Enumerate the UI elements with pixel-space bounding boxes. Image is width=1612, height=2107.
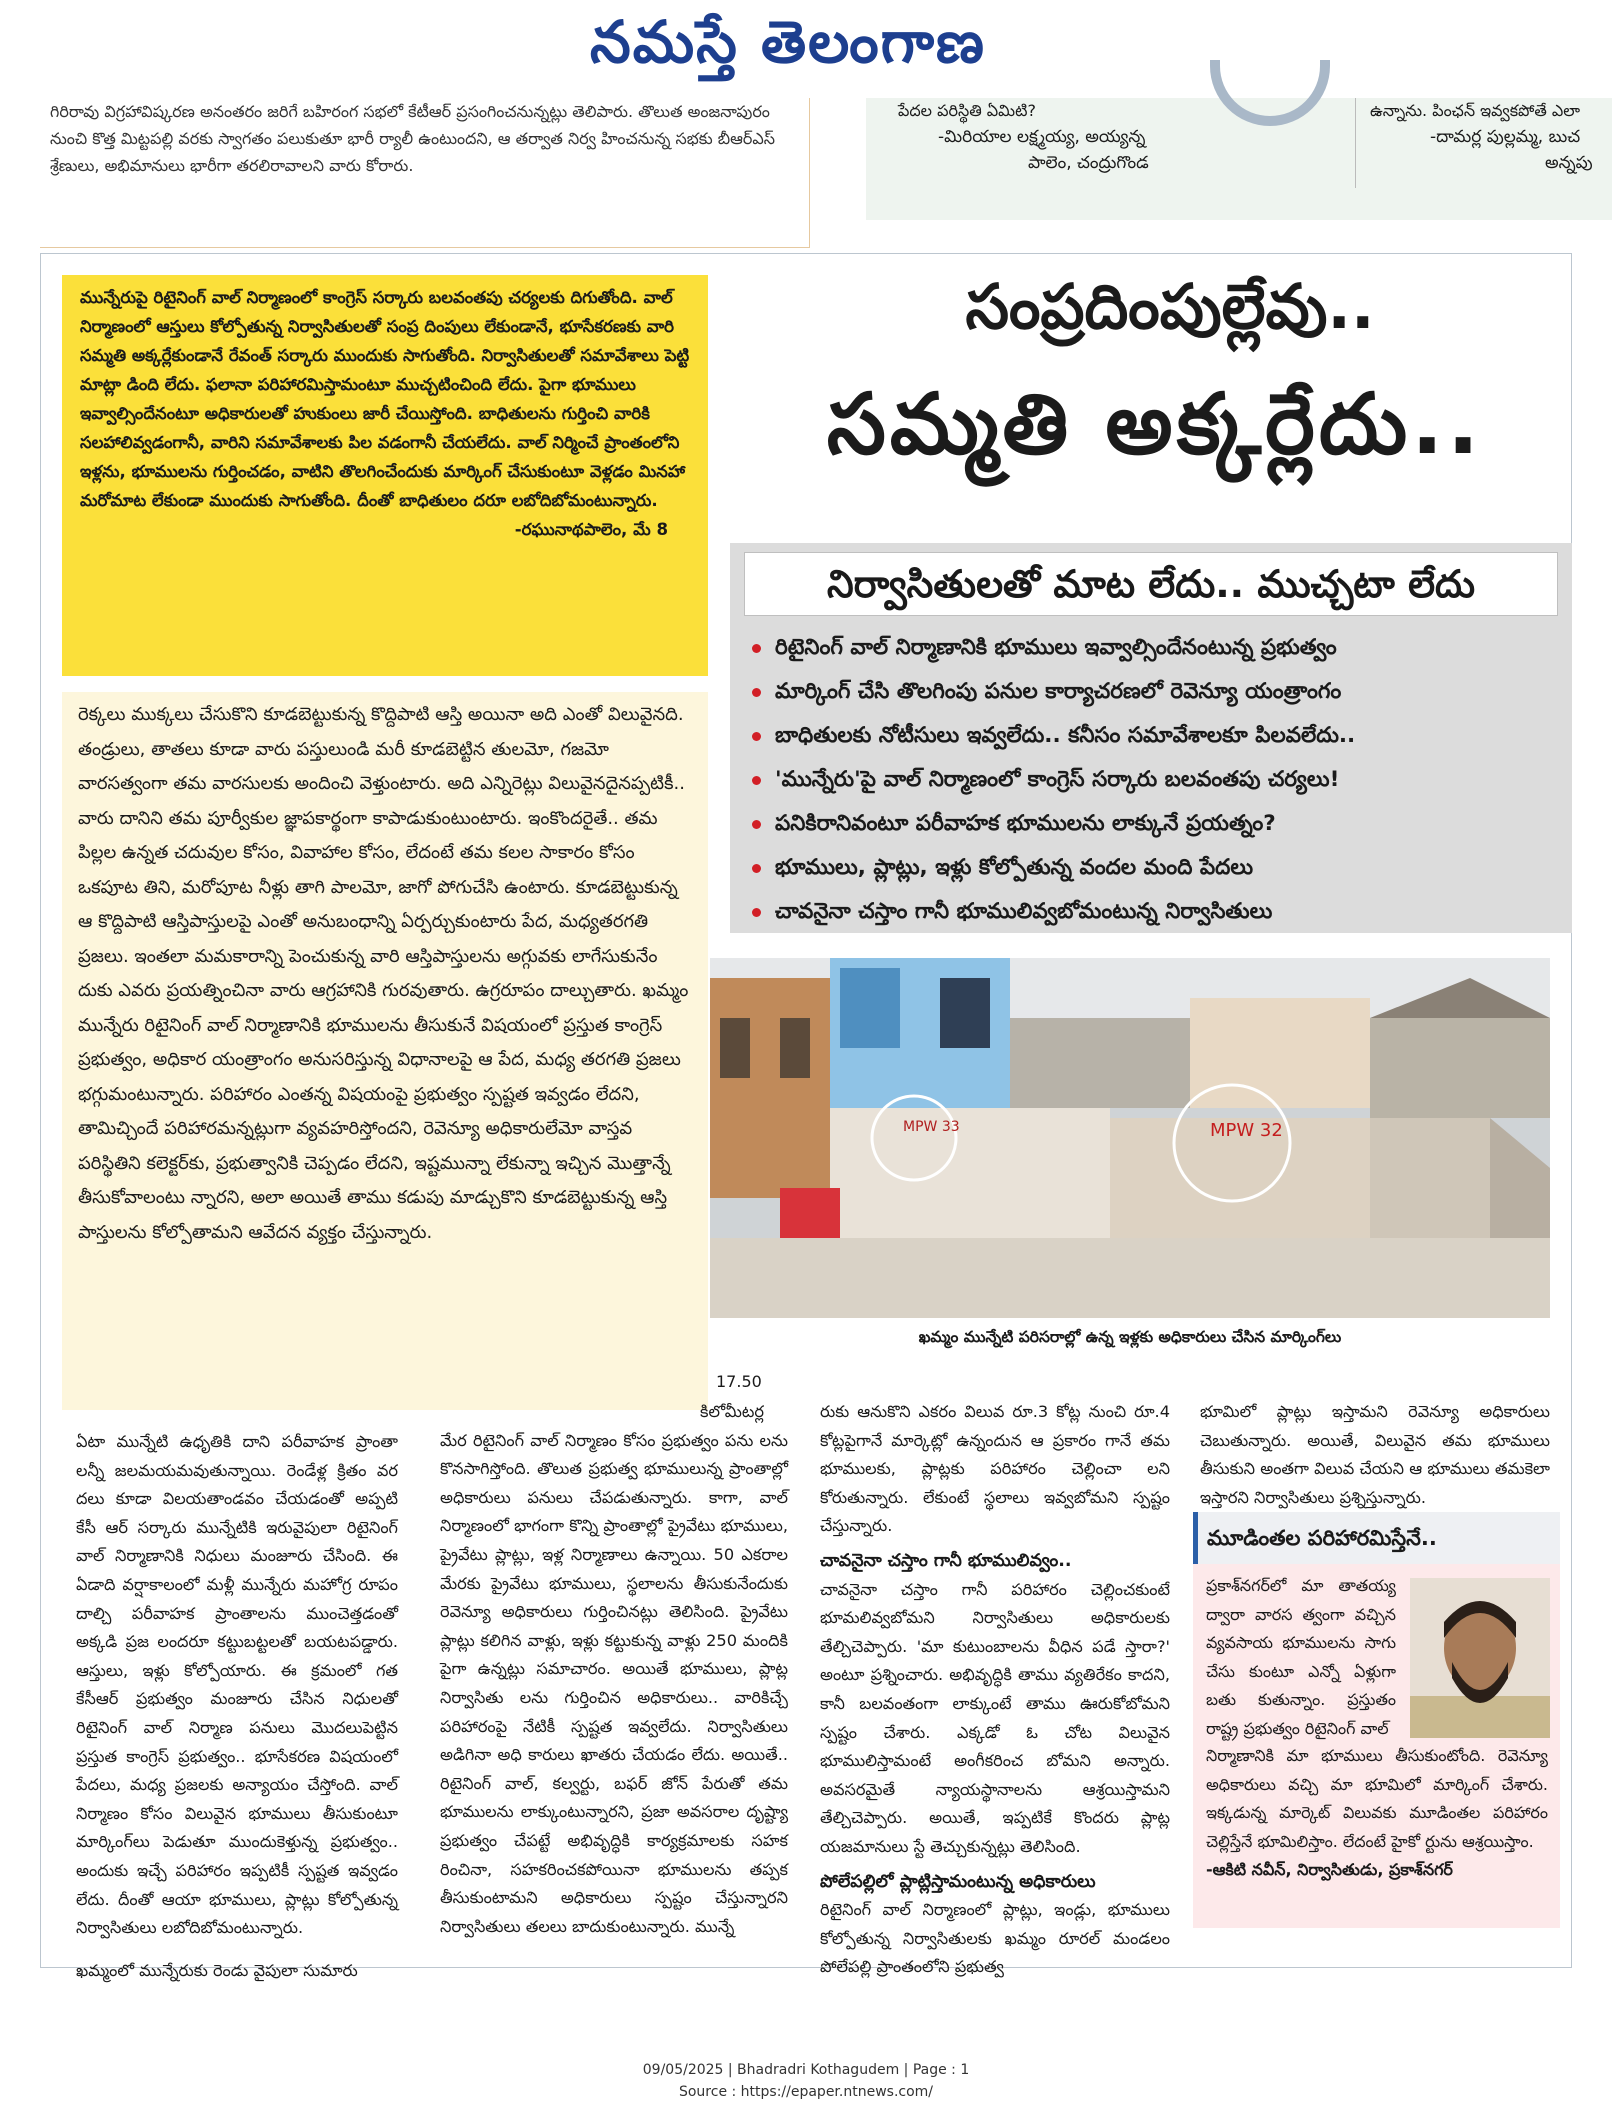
intro-box <box>62 692 708 1410</box>
top-quote-line: పేదల పరిస్థితి ఏమిటి? <box>898 101 1036 120</box>
col3-subheading-1: చావనైనా చస్తాం గానీ భూములివ్వం.. <box>820 1550 1072 1571</box>
col3-text-a: రుకు ఆనుకొని ఎకరం విలువ రూ.3 కోట్ల నుంచి రూ.4 కోట్లపైగానే మార్కెట్లో ఉన్నందున ఆ ప్రకారం గానే తమ భూములకు, ప్లాట్లకు పరిహారం చెల్లించా లని కోరుతున్నారు. లేకుంటే స్థలాలు ఇవ్వబోమని స్పష్టం చేస్తున్నారు. <box>820 1402 1170 1536</box>
avatar <box>1410 1578 1550 1738</box>
col4-text: భూమిలో ప్లాట్లు ఇస్తామని రెవెన్యూ అధికారులు చెబుతున్నారు. అయితే, విలువైన తమ భూములు తీసుకుని అంతగా విలువ చేయని ఆ భూములు తమకెలా ఇస్తారని నిర్వాసితులు ప్రశ్నిస్తున్నారు. <box>1200 1402 1550 1507</box>
summary-box <box>62 275 708 676</box>
body-column-4 <box>1200 1398 1550 1512</box>
headline-1: సంప్రదింపుల్లేవు.. <box>965 270 1375 343</box>
bullet-item: రిటైనింగ్ వాల్ నిర్మాణానికి భూములు ఇవ్వాల్సిందేనంటున్న ప్రభుత్వం <box>752 626 1552 670</box>
marking-left-label: MPW 33 <box>903 1119 960 1135</box>
body-column-2 <box>440 1398 788 1941</box>
bullet-dot-icon <box>752 864 761 873</box>
news-photo <box>710 958 1550 1318</box>
sidebar-text: నిర్మాణానికి మా భూములు తీసుకుంటోంది. రెవెన్యూ అధికారులు వచ్చి మా భూమిలో మార్కింగ్ చేశారు. ఇక్కడున్న మార్కెట్ విలువకు మూడింతల పరిహారం చెల్లిస్తేనే భూమిలిస్తాం. లేదంటే హైకో ర్టును ఆశ్రయిస్తాం. <box>1206 1746 1548 1851</box>
body-column-3 <box>820 1398 1170 1982</box>
top-right-credit-2: అన్నపు <box>1545 153 1593 173</box>
col3-text-b: చావనైనా చస్తాం గానీ పరిహారం చెల్లించకుంటే భూమలివ్వబోమని నిర్వాసితులు అధికారులకు తేల్చిచెప్పారు. 'మా కుటుంబాలను వీధిన పడే స్తారా?' అంటూ ప్రశ్నించారు. అభివృద్ధికి తాము వ్యతిరేకం కాదని, కానీ బలవంతంగా లాక్కుంటే తాము ఊరుకోబోమని స్పష్టం చేశారు. ఎక్కడో ఓ చోట విలువైన భూములిస్తామంటే అంగీకరించ బోమని అన్నారు. అవసరమైతే న్యాయస్థానాలను ఆశ్రయిస్తామని తేల్చిచెప్పారు. అయితే, ఇప్పటికే కొందరు ప్లాట్ల యజమానులు స్టే తెచ్చుకున్నట్లు తెలిసింది. <box>820 1579 1170 1856</box>
sidebar-title: మూడింతల పరిహారమిస్తేనే.. <box>1193 1512 1560 1564</box>
bullet-item: భూములు, ప్లాట్లు, ఇళ్లు కోల్పోతున్న వందల మంది పేదలు <box>752 846 1552 890</box>
col2-first: కిలోమీటర్ల <box>700 1402 764 1421</box>
bullet-dot-icon <box>752 644 761 653</box>
bullet-item: చావనైనా చస్తాం గానీ భూములివ్వబోమంటున్న నిర్వాసితులు <box>752 890 1552 934</box>
sidebar-text-full <box>1206 1742 1548 1885</box>
top-left-article: గిరిరావు విగ్రహావిష్కరణ అనంతరం జరిగే బహిరంగ సభలో కేటీఆర్ ప్రసంగించనున్నట్లు తెలిపారు. తొలుత అంజనాపురం నుంచి కొత్త మిట్టపల్లి వరకు స్వాగతం పలుకుతూ భారీ ర్యాలీ ఉంటుందని, ఆ తర్వాత నిర్వ హించనున్న సభకు బీఆర్ఎస్ శ్రేణులు, అభిమానులు భారీగా తరలిరావాలని వారు కోరారు. <box>40 98 810 248</box>
col3-text-c: రిటైనింగ్ వాల్ నిర్మాణంలో ప్లాట్లు, ఇండ్లు, భూములు కోల్పోతున్న నిర్వాసితులకు ఖమ్మం రూరల్ మండలం పోలేపల్లి ప్రాంతంలోని ప్రభుత్వ <box>820 1900 1170 1977</box>
sidebar-text-narrow: ప్రకాశ్‌నగర్‌లో మా తాతయ్య ద్వారా వారస త్వంగా వచ్చిన వ్యవసాయ భూములను సాగు చేసు కుంటూ ఎన్నో ఏళ్లుగా బతు కుతున్నాం. ప్రస్తుతం రాష్ట్ర ప్రభుత్వం రిటైనింగ్ వాల్ <box>1206 1576 1396 1738</box>
top-quote-credit-2: పాలెం, చంద్రుగొండ <box>1028 153 1149 173</box>
photo-caption: ఖమ్మం మున్నేటి పరిసరాల్లో ఉన్న ఇళ్లకు అధికారులు చేసిన మార్కింగ్‌లు <box>918 1328 1342 1346</box>
bullet-item: మార్కింగ్ చేసి తొలగింపు పనుల కార్యాచరణలో రెవెన్యూ యంత్రాంగం <box>752 670 1552 714</box>
col3-subheading-2: పోలేపల్లిలో ప్లాట్లిస్తామంటున్న అధికారులు <box>820 1871 1096 1892</box>
bullet-item: 'మున్నేరు'పై వాల్ నిర్మాణంలో కాంగ్రెస్ సర్కారు బలవంతపు చర్యలు! <box>752 758 1552 802</box>
col1-text: ఏటా మున్నేటి ఉధృతికి దాని పరీవాహక ప్రాంతా లన్నీ జలమయమవుతున్నాయి. రెండేళ్ల క్రితం వర దలు కూడా విలయతాండవం చేయడంతో అప్పటి కేసీ ఆర్ సర్కారు మున్నేటికి ఇరువైపులా రిటైనింగ్ వాల్ నిర్మాణానికి నిధులు మంజూరు చేసింది. ఈ ఏడాది వర్షాకాలంలో మళ్లీ మున్నేరు మహోగ్ర రూపం దాల్చి పరీవాహక ప్రాంతాలను ముంచెత్తడంతో అక్కడి ప్రజ లందరూ కట్టుబట్టలతో బయటపడ్డారు. ఆస్తులు, ఇళ్లు కోల్పోయారు. ఈ క్రమంలో గత కేసీఆర్ ప్రభుత్వం మంజూరు చేసిన నిధులతో రిటైనింగ్ వాల్ నిర్మాణ పనులు మొదలుపెట్టిన ప్రస్తుత కాంగ్రెస్ ప్రభుత్వం.. భూసేకరణ విషయంలో పేదలు, మధ్య ప్రజలకు అన్యాయం చేస్తోంది. వాల్ నిర్మాణం కోసం విలువైన భూములు తీసుకుంటూ మార్కింగ్‌లు పెడుతూ ముందుకెళ్తున్న ప్రభుత్వం.. అందుకు ఇచ్చే పరిహారం ఇప్పటికీ స్పష్టత ఇవ్వడం లేదు. దీంతో ఆయా భూములు, ప్లాట్లు కోల్పోతున్న నిర్వాసితులు లబోదిబోమంటున్నారు. <box>76 1432 398 1938</box>
top-quote-credit-1: -మిరియాల లక్ష్మయ్య, అయ్యన్న <box>938 127 1146 147</box>
bullet-dot-icon <box>752 732 761 741</box>
sidebar-credit: -ఆకిటి నవీన్, నిర్వాసితుడు, ప్రకాశ్‌నగర్ <box>1206 1860 1453 1880</box>
top-right-credit-1: -దామర్ల పుల్లమ్మ, బుచ <box>1430 127 1581 147</box>
body-column-1 <box>76 1428 398 1985</box>
subheadline: నిర్వాసితులతో మాట లేదు.. ముచ్చటా లేదు <box>744 552 1558 616</box>
bullet-dot-icon <box>752 908 761 917</box>
summary-dateline: -రఘునాథపాలెం, మే 8 <box>514 520 668 539</box>
houses-marking-photo <box>710 958 1550 1318</box>
col2-text: మేర రిటైనింగ్ వాల్ నిర్మాణం కోసం ప్రభుత్వం పను లను కొనసాగిస్తోంది. తొలుత ప్రభుత్వ భూములున్న ప్రాంతాల్లో అధికారులు పనులు చేపడుతున్నారు. కాగా, వాల్ నిర్మాణంలో భాగంగా కొన్ని ప్రాంతాల్లో ప్రైవేటు భూములు, ప్రైవేటు ప్లాట్లు, ఇళ్ల నిర్మాణాలు ఉన్నాయి. 50 ఎకరాల మేరకు ప్రైవేటు భూములు, స్థలాలను తీసుకునేందుకు రెవెన్యూ అధికారులు గుర్తించినట్లు తెలిసింది. ప్రైవేటు ప్లాట్లు కలిగిన వాళ్లు, ఇళ్లు కట్టుకున్న వాళ్లు 250 మందికి పైగా ఉన్నట్లు సమాచారం. అయితే భూములు, ప్లాట్ల నిర్వాసితు లను గుర్తించిన అధికారులు.. వారికిచ్చే పరిహారంపై నేటికీ స్పష్టత ఇవ్వలేదు. నిర్వాసితులు అడిగినా అధి కారులు ఖాతరు చేయడం లేదు. అయితే.. రిటైనింగ్ వాల్, కల్వర్టు, బఫర్ జోన్ పేరుతో తమ భూములను లాక్కుంటున్నారని, ప్రజా అవసరాల దృష్ట్యా ప్రభుత్వం చేపట్టే అభివృద్ధికి కార్యక్రమాలకు సహక రించినా, సహకరించకపోయినా భూములను తప్పక తీసుకుంటామని అధికారులు స్పష్టం చేస్తున్నారని నిర్వాసితులు తలలు బాదుకుంటున్నారు. మున్నే <box>440 1430 788 1936</box>
col1-end: ఖమ్మంలో మున్నేరుకు రెండు వైపులా సుమారు <box>76 1960 358 1980</box>
intro-text: రెక్కలు ముక్కలు చేసుకొని కూడబెట్టుకున్న కొద్దిపాటి ఆస్తి అయినా అది ఎంతో విలువైనది. తండ్రులు, తాతలు కూడా వారు పస్తులుండి మరీ కూడబెట్టిన తులమో, గజమో వారసత్వంగా తమ వారసులకు అందించి వెళ్తుంటారు. అది ఎన్నిరెట్లు విలువైనదైనప్పటికీ.. వారు దానిని తమ పూర్వీకుల జ్ఞాపకార్థంగా కాపాడుకుంటుంటారు. ఇంకొందరైతే.. తమ పిల్లల ఉన్నత చదువుల కోసం, వివాహాల కోసం, లేదంటే తమ కలల సాకారం కోసం ఒకపూట తిని, మరోపూట నీళ్లు తాగి పాలమో, జాగో పోగుచేసి ఉంటారు. కూడబెట్టుకున్న ఆ కొద్దిపాటి ఆస్తిపాస్తులపై ఎంతో అనుబంధాన్ని ఏర్పర్చుకుంటారు పేద, మధ్యతరగతి ప్రజలు. ఇంతలా మమకారాన్ని పెంచుకున్న వారి ఆస్తిపాస్తులను అగ్గువకు లాగేసుకునేం దుకు ఎవరు ప్రయత్నించినా వారు ఆగ్రహానికి గురవుతారు. ఉగ్రరూపం దాల్చుతారు. ఖమ్మం మున్నేరు రిటైనింగ్ వాల్ నిర్మాణానికి భూములను తీసుకునే విషయంలో ప్రస్తుత కాంగ్రెస్ ప్రభుత్వం, అధికార యంత్రాంగం అనుసరిస్తున్న విధానాలపై ఆ పేద, మధ్య తరగతి ప్రజలు భగ్గుమంటున్నారు. పరిహారం ఎంతన్న విషయంపై ప్రభుత్వం స్పష్టత ఇవ్వడం లేదని, తామిచ్చిందే పరిహారమన్నట్లుగా వ్యవహరిస్తోందని, రెవెన్యూ అధికారులేమో వాస్తవ పరిస్థితిని కలెక్టర్‌కు, ప్రభుత్వానికి చెప్పడం లేదని, ఇష్టమున్నా లేకున్నా ఇచ్చిన మొత్తాన్నే తీసుకోవాలంటు న్నారని, అలా అయితే తాము కడుపు మాడ్చుకొని కూడబెట్టుకున్న ఆస్తి పాస్తులను కోల్పోతామని ఆవేదన వ్యక్తం చేస్తున్నారు. <box>78 704 689 1243</box>
bullet-dot-icon <box>752 776 761 785</box>
marking-right-label: MPW 32 <box>1210 1120 1283 1141</box>
bullet-dot-icon <box>752 820 761 829</box>
bullet-item: బాధితులకు నోటీసులు ఇవ్వలేదు.. కనీసం సమావేశాలకూ పిలవలేదు.. <box>752 714 1552 758</box>
headline-2: సమ్మతి అక్కర్లేదు.. <box>826 375 1484 473</box>
top-right-quote <box>1370 98 1593 176</box>
highlights-list <box>752 626 1552 934</box>
top-right-line: ఉన్నాను. పింఛన్ ఇవ్వకపోతే ఎలా <box>1370 101 1581 120</box>
summary-text: మున్నేరుపై రిటైనింగ్ వాల్ నిర్మాణంలో కాంగ్రెస్ సర్కారు బలవంతపు చర్యలకు దిగుతోంది. వాల్ నిర్మాణంలో ఆస్తులు కోల్పోతున్న నిర్వాసితులతో సంప్ర దింపులు లేకుండానే, భూసేకరణకు వారి సమ్మతి అక్కర్లేకుండానే రేవంత్ సర్కారు ముందుకు సాగుతోంది. నిర్వాసితులతో సమావేశాలు పెట్టి మాట్లా డింది లేదు. ఫలానా పరిహారమిస్తామంటూ ముచ్చటించింది లేదు. పైగా భూములు ఇవ్వాల్సిందేనంటూ అధికారులతో హుకుంలు జారీ చేయిస్తోంది. బాధితులను గుర్తించి వారికి సలహాలివ్వడంగానీ, వారిని సమావేశాలకు పిల వడంగానీ చేయలేదు. వాల్ నిర్మించే ప్రాంతంలోని ఇళ్లను, భూములను గుర్తించడం, వాటిని తొలగించేందుకు మార్కింగ్ చేసుకుంటూ వెళ్లడం మినహా మరోమాట లేకుండా ముందుకు సాగుతోంది. దీంతో బాధితులం దరూ లబోదిబోమంటున్నారు. <box>80 288 690 510</box>
col2-number: 17.50 <box>716 1372 762 1391</box>
bullet-item: పనికిరానివంటూ పరీవాహక భూములను లాక్కునే ప్రయత్నం? <box>752 802 1552 846</box>
bullet-dot-icon <box>752 688 761 697</box>
masthead: నమస్తే తెలంగాణ <box>590 8 986 76</box>
top-quote-block <box>898 98 1149 176</box>
top-divider <box>1355 98 1356 188</box>
footer-source: Source : https://epaper.ntnews.com/ <box>678 2084 934 2100</box>
footer-date-page: 09/05/2025 | Bhadradri Kothagudem | Page : 1 <box>642 2062 970 2078</box>
